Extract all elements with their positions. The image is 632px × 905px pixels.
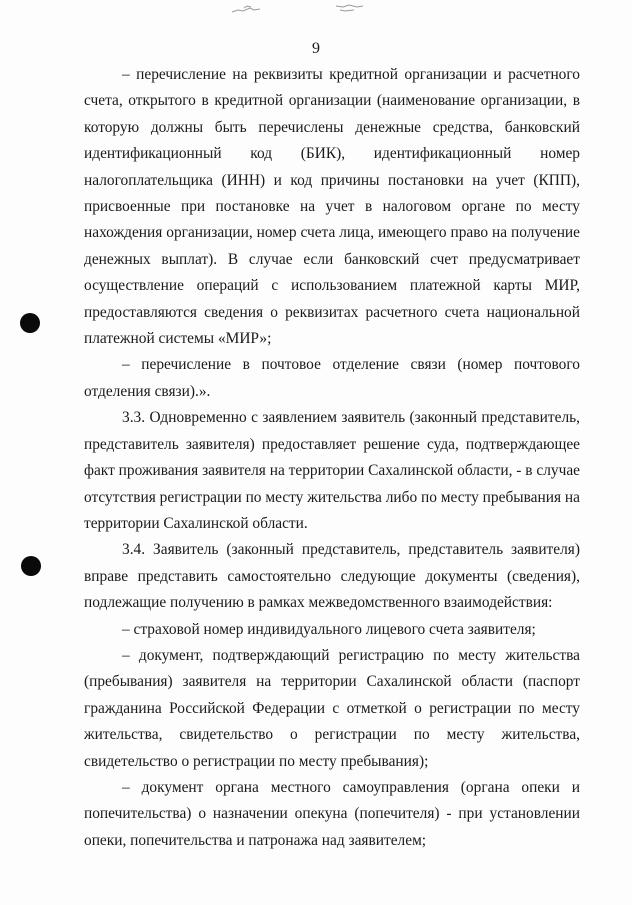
punch-hole-top — [20, 313, 40, 333]
paragraph-snils: – страховой номер индивидуального лицевого счета заявителя; — [122, 620, 536, 638]
paragraph-bank-details: – перечисление на реквизиты кредитной организации и расчетного счета, открытого в кредитной организации (наименование организации, в которую должны быть перечислены денежные средства, банковский идентификационный код (БИК), идентификационный номер налогоплательщика (ИНН) и код причины постановки на учет (КПП), присвоенные при постановке на учет в налоговом органе по месту нахождения организации, номер счета лица, имеющего право на получение денежных выплат). В случае если банковский счет предусматривает осуществление операций с использованием платежной карты МИР, предоставляются сведения о реквизитах расчетного счета национальной платежной системы «МИР»; — [84, 66, 580, 348]
page-number: 9 — [312, 40, 320, 57]
paragraph-post-office: – перечисление в почтовое отделение связи (номер почтового отделения связи).». — [84, 356, 580, 400]
paragraph-registration-document: – документ, подтверждающий регистрацию по месту жительства (пребывания) заявителя на территории Сахалинской области (паспорт гражданина Российской Федерации с отметкой о регистрации по месту жительства, свидетельство о регистрации по месту жительства, свидетельство о регистрации по месту пребывания); — [84, 646, 580, 770]
paragraph-guardianship-document: – документ органа местного самоуправления (органа опеки и попечительства) о назначении опекуна (попечителя) - при установлении опеки, попечительства и патронажа над заявителем; — [84, 778, 580, 849]
paragraph-3-3: 3.3. Одновременно с заявлением заявитель (законный представитель, представитель заявителя) предоставляет решение суда, подтверждающее факт проживания заявителя на территории Сахалинской области, - в случае отсутствия регистрации по месту жительства либо по месту пребывания на территории Сахалинской области. — [84, 409, 580, 532]
document-body — [84, 62, 580, 854]
punch-hole-bottom — [21, 556, 41, 576]
scan-artifact-marks — [0, 0, 632, 20]
paragraph-3-4: 3.4. Заявитель (законный представитель, представитель заявителя) вправе представить самостоятельно следующие документы (сведения), подлежащие получению в рамках межведомственного взаимодействия: — [84, 541, 580, 612]
